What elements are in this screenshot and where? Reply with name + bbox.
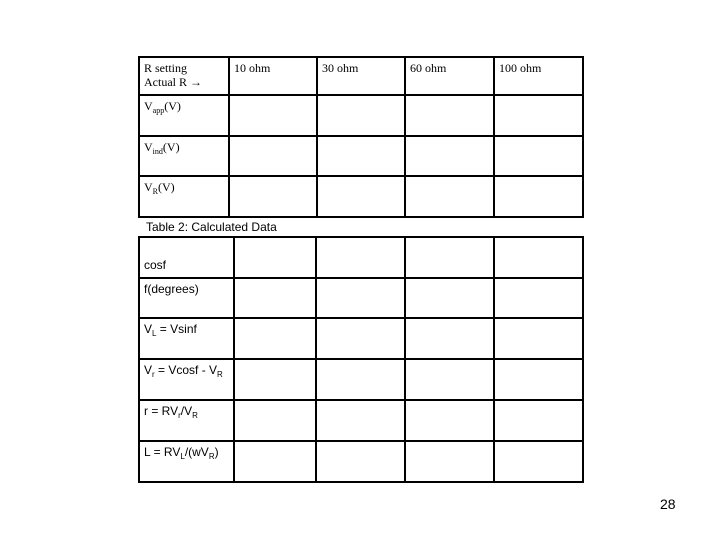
row-label: $L = RV_L/(wV_R)$	[139, 441, 234, 482]
calculated-data-table	[138, 236, 584, 483]
page-number: 28	[660, 496, 676, 512]
table-caption: Table 2: Calculated Data	[146, 220, 277, 234]
empty-data-cell[interactable]	[234, 359, 316, 400]
row-label: $V_r = Vcosf - V_R$	[139, 359, 234, 400]
empty-data-cell[interactable]	[405, 318, 494, 359]
empty-data-cell[interactable]	[316, 318, 405, 359]
row-label: $V_R(V)$	[139, 176, 229, 217]
empty-data-cell[interactable]	[494, 95, 583, 136]
table2-row-l	[139, 441, 583, 482]
empty-data-cell[interactable]	[229, 136, 317, 176]
empty-data-cell[interactable]	[405, 95, 494, 136]
table2-row-vr	[139, 359, 583, 400]
empty-data-cell[interactable]	[316, 359, 405, 400]
empty-data-cell[interactable]	[494, 318, 583, 359]
table1-header-row	[139, 57, 583, 95]
row-label: $V_L = Vsinf$	[139, 318, 234, 359]
table2-row-r	[139, 400, 583, 441]
table1-row-vr	[139, 176, 583, 217]
empty-data-cell[interactable]	[234, 441, 316, 482]
r-setting-label: R setting	[144, 61, 188, 75]
row-header-cell	[139, 57, 229, 95]
table1-row-vind	[139, 136, 583, 176]
table2-row-f	[139, 278, 583, 318]
column-header: 10 ohm	[229, 57, 317, 95]
empty-data-cell[interactable]	[405, 176, 494, 217]
right-arrow-icon: →	[190, 75, 202, 89]
empty-data-cell[interactable]	[317, 136, 405, 176]
empty-data-cell[interactable]	[229, 176, 317, 217]
empty-data-cell[interactable]	[405, 441, 494, 482]
empty-data-cell[interactable]	[494, 441, 583, 482]
empty-data-cell[interactable]	[229, 95, 317, 136]
column-header: 100 ohm	[494, 57, 583, 95]
empty-data-cell[interactable]	[494, 176, 583, 217]
empty-data-cell[interactable]	[316, 237, 405, 278]
actual-r-label: Actual R	[144, 75, 187, 89]
empty-data-cell[interactable]	[405, 136, 494, 176]
empty-data-cell[interactable]	[405, 237, 494, 278]
row-label: $V_{app}(V)$	[139, 95, 229, 136]
empty-data-cell[interactable]	[234, 237, 316, 278]
table1-row-vapp	[139, 95, 583, 136]
empty-data-cell[interactable]	[234, 278, 316, 318]
empty-data-cell[interactable]	[316, 278, 405, 318]
empty-data-cell[interactable]	[234, 400, 316, 441]
row-label: $r = RV_r/V_R$	[139, 400, 234, 441]
empty-data-cell[interactable]	[405, 278, 494, 318]
empty-data-cell[interactable]	[494, 237, 583, 278]
column-header: 30 ohm	[317, 57, 405, 95]
empty-data-cell[interactable]	[494, 136, 583, 176]
empty-data-cell[interactable]	[494, 359, 583, 400]
empty-data-cell[interactable]	[405, 359, 494, 400]
table2-row-cosf	[139, 237, 583, 278]
measured-data-table	[138, 56, 584, 218]
table2-row-vl	[139, 318, 583, 359]
empty-data-cell[interactable]	[494, 400, 583, 441]
empty-data-cell[interactable]	[317, 176, 405, 217]
empty-data-cell[interactable]	[316, 441, 405, 482]
row-label: $V_{ind}(V)$	[139, 136, 229, 176]
empty-data-cell[interactable]	[494, 278, 583, 318]
column-header: 60 ohm	[405, 57, 494, 95]
empty-data-cell[interactable]	[316, 400, 405, 441]
empty-data-cell[interactable]	[234, 318, 316, 359]
empty-data-cell[interactable]	[405, 400, 494, 441]
empty-data-cell[interactable]	[317, 95, 405, 136]
row-label: f(degrees)	[139, 278, 234, 318]
row-label: cosf	[139, 237, 234, 278]
